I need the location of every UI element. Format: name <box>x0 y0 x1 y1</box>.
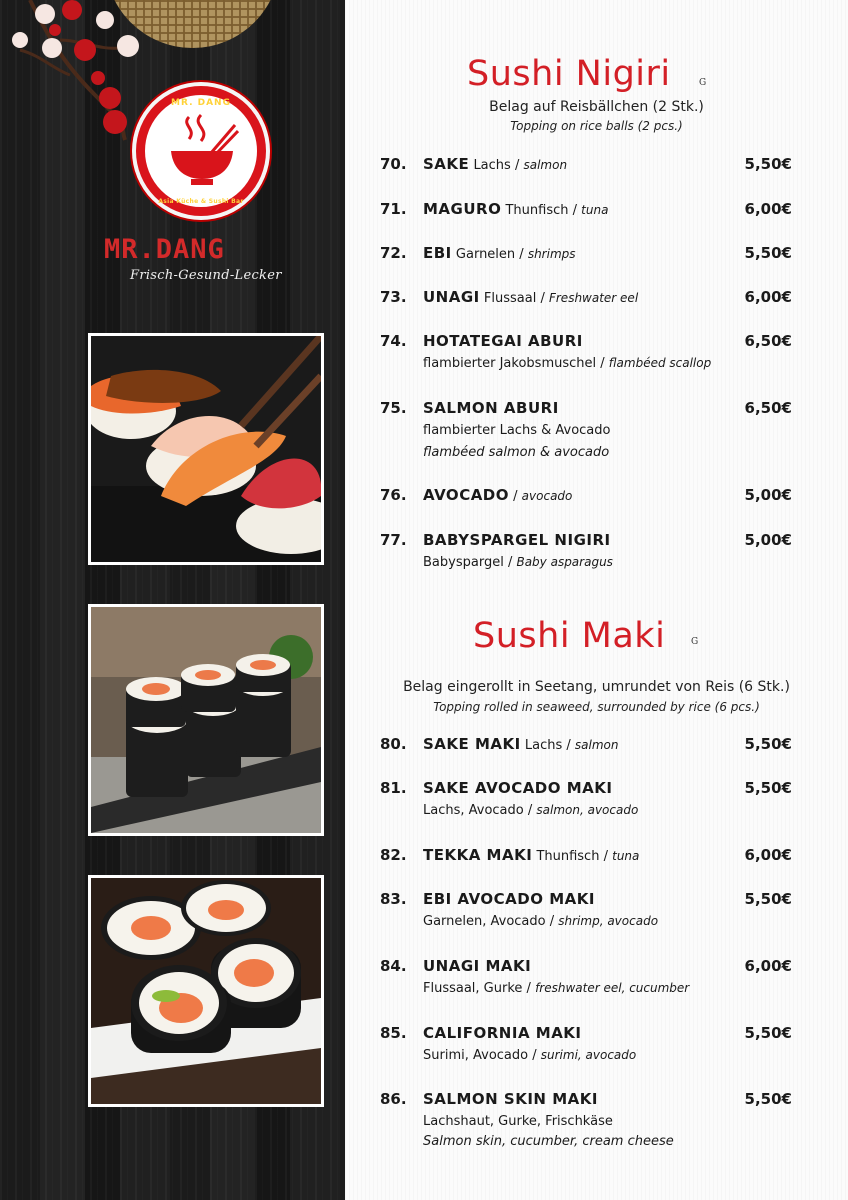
item-number: 81. <box>380 779 407 797</box>
item-sep: / <box>510 158 524 173</box>
item-en: shrimps <box>527 247 576 261</box>
brand-name: MR.DANG <box>104 234 225 265</box>
item-price: 6,00€ <box>744 846 792 864</box>
item-sep: / <box>522 981 536 996</box>
item-price: 5,50€ <box>744 1024 792 1042</box>
item-price: 5,50€ <box>744 890 792 908</box>
item-name-line <box>423 244 576 262</box>
item-desc-de: flambierter Jakobsmuschel <box>423 356 597 371</box>
left-decor-panel <box>0 0 345 1200</box>
item-number: 82. <box>380 846 407 864</box>
item-number: 80. <box>380 735 407 753</box>
item-en: avocado <box>521 489 573 503</box>
item-name-line <box>423 399 559 417</box>
item-price: 6,00€ <box>744 957 792 975</box>
menu-panel <box>345 0 848 1200</box>
item-number: 75. <box>380 399 407 417</box>
item-sep: / <box>509 489 522 504</box>
item-name: SAKE AVOCADO MAKI <box>423 779 613 797</box>
item-number: 83. <box>380 890 407 908</box>
item-desc-en: surimi, avocado <box>540 1048 637 1062</box>
item-price: 6,50€ <box>744 332 792 350</box>
item-name: BABYSPARGEL NIGIRI <box>423 531 611 549</box>
maki-subtitle-en: Topping rolled in seaweed, surrounded by rice (6 pcs.) <box>433 700 760 714</box>
nigiri-title: Sushi Nigiri <box>467 54 671 94</box>
item-de: Thunfisch <box>536 849 600 864</box>
item-number: 71. <box>380 200 407 218</box>
logo-badge <box>132 82 270 220</box>
item-price: 5,00€ <box>744 531 792 549</box>
item-number: 86. <box>380 1090 407 1108</box>
item-price: 6,00€ <box>744 288 792 306</box>
item-number: 70. <box>380 155 407 173</box>
item-sep: / <box>545 914 559 929</box>
logo-top-text: MR. DANG <box>171 98 231 108</box>
item-price: 5,50€ <box>744 735 792 753</box>
item-name: HOTATEGAI ABURI <box>423 332 583 350</box>
item-number: 74. <box>380 332 407 350</box>
item-de: Lachs <box>524 738 563 753</box>
item-desc-en: flambéed scallop <box>608 356 712 370</box>
nigiri-subtitle-de: Belag auf Reisbällchen (2 Stk.) <box>489 99 704 115</box>
nigiri-gluten-mark: G <box>699 78 707 88</box>
item-name: SALMON SKIN MAKI <box>423 1090 598 1108</box>
item-name-line <box>423 486 572 504</box>
item-sep: / <box>568 203 582 218</box>
item-description <box>423 1048 636 1063</box>
item-name-line <box>423 155 567 173</box>
item-description <box>423 803 638 818</box>
item-sep: / <box>503 555 517 570</box>
brand-tagline: Frisch-Gesund-Lecker <box>130 268 282 283</box>
item-sep: / <box>515 247 528 262</box>
item-description <box>423 555 613 570</box>
item-de: Garnelen <box>455 247 516 262</box>
item-name: TEKKA MAKI <box>423 846 533 864</box>
item-name: SAKE <box>423 155 470 173</box>
item-desc-de: Surimi, Avocado <box>423 1048 529 1063</box>
item-sep: / <box>596 356 609 371</box>
item-name: SAKE MAKI <box>423 735 521 753</box>
item-description <box>423 914 658 929</box>
item-name: SALMON ABURI <box>423 399 559 417</box>
item-sep: / <box>523 803 537 818</box>
item-number: 76. <box>380 486 407 504</box>
item-en: salmon <box>574 738 619 752</box>
cherry-blossom-branch <box>0 0 150 150</box>
maki-photo <box>88 604 324 836</box>
item-de: Lachs <box>473 158 511 173</box>
maki-gluten-mark: G <box>691 637 699 647</box>
item-name: EBI <box>423 244 452 262</box>
item-desc-de: Lachshaut, Gurke, Frischkäse <box>423 1114 613 1129</box>
item-name-line <box>423 779 612 797</box>
item-desc-de: Babyspargel <box>423 555 504 570</box>
item-sep: / <box>536 291 549 306</box>
item-number: 77. <box>380 531 407 549</box>
item-desc-de: Garnelen, Avocado <box>423 914 546 929</box>
maki-plate-photo <box>88 875 324 1107</box>
item-en: tuna <box>612 849 640 863</box>
item-sep: / <box>528 1048 541 1063</box>
item-name-line <box>423 957 531 975</box>
item-name-line <box>423 332 583 350</box>
maki-subtitle-de: Belag eingerollt in Seetang, umrundet von Reis (6 Stk.) <box>403 679 790 695</box>
item-name-line <box>423 288 638 306</box>
item-price: 5,00€ <box>744 486 792 504</box>
steaming-bowl-icon <box>169 113 239 189</box>
item-desc-en: freshwater eel, cucumber <box>535 981 690 995</box>
item-desc-en: shrimp, avocado <box>558 914 659 928</box>
item-price: 5,50€ <box>744 779 792 797</box>
item-desc-en: Baby asparagus <box>516 555 613 569</box>
item-description <box>423 981 689 996</box>
item-description <box>423 356 711 371</box>
item-number: 73. <box>380 288 407 306</box>
item-number: 72. <box>380 244 407 262</box>
item-name: UNAGI <box>423 288 480 306</box>
item-name-line <box>423 846 639 864</box>
item-name-line <box>423 531 611 549</box>
item-name: MAGURO <box>423 200 502 218</box>
item-number: 84. <box>380 957 407 975</box>
item-name-line <box>423 890 595 908</box>
item-desc-en: flambéed salmon & avocado <box>423 445 610 460</box>
item-price: 5,50€ <box>744 244 792 262</box>
item-name: EBI AVOCADO MAKI <box>423 890 595 908</box>
item-desc-de: Flussaal, Gurke <box>423 981 523 996</box>
item-en: Freshwater eel <box>548 291 639 305</box>
item-de: Thunfisch <box>505 203 569 218</box>
item-sep: / <box>562 738 575 753</box>
logo-bottom-text: Asia Küche & Sushi Bar <box>158 198 244 205</box>
item-en: salmon <box>523 158 568 172</box>
item-name-line <box>423 1024 582 1042</box>
item-price: 6,00€ <box>744 200 792 218</box>
item-price: 5,50€ <box>744 155 792 173</box>
item-name-line <box>423 200 608 218</box>
item-en: tuna <box>581 203 609 217</box>
item-desc-de: Lachs, Avocado <box>423 803 524 818</box>
item-desc-en: salmon, avocado <box>536 803 639 817</box>
item-name: UNAGI MAKI <box>423 957 532 975</box>
maki-title: Sushi Maki <box>473 616 666 656</box>
item-name-line <box>423 735 619 753</box>
item-desc-en: Salmon skin, cucumber, cream cheese <box>423 1134 674 1149</box>
item-sep: / <box>599 849 613 864</box>
item-price: 5,50€ <box>744 1090 792 1108</box>
nigiri-photo <box>88 333 324 565</box>
item-number: 85. <box>380 1024 407 1042</box>
item-name: CALIFORNIA MAKI <box>423 1024 582 1042</box>
item-name: AVOCADO <box>423 486 510 504</box>
item-desc-de: flambierter Lachs & Avocado <box>423 423 611 438</box>
nigiri-subtitle-en: Topping on rice balls (2 pcs.) <box>510 119 683 133</box>
item-price: 6,50€ <box>744 399 792 417</box>
item-name-line <box>423 1090 598 1108</box>
item-de: Flussaal <box>483 291 537 306</box>
